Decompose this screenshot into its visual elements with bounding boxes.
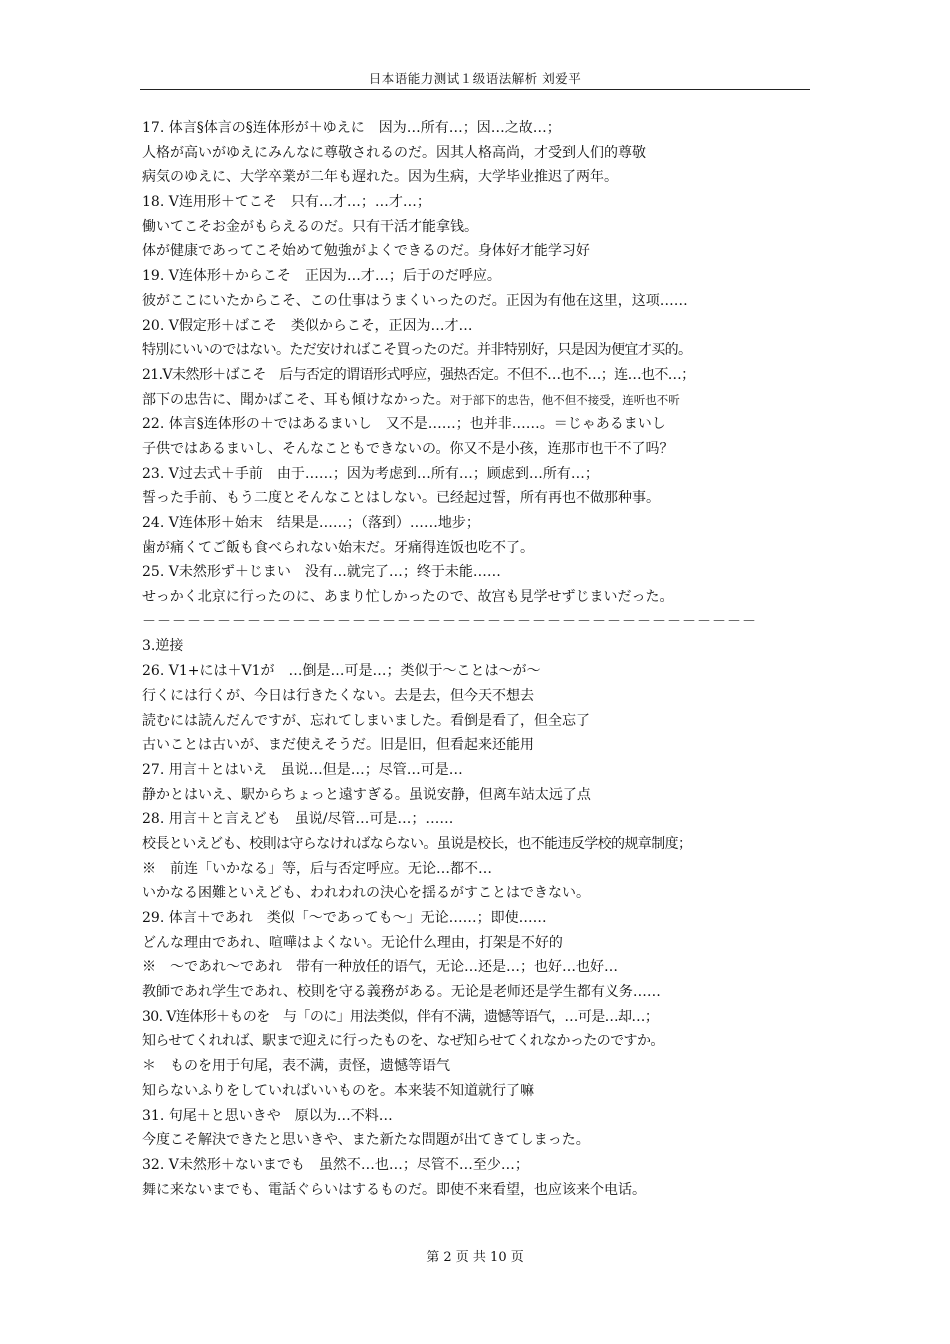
text-line-20-title: 20. V假定形＋ばこそ 类似からこそ，正因为…才… [142,317,473,334]
page-number: 第 2 页 共 10 页 [426,1250,524,1265]
text-line: 誓った手前、もう二度とそんなことはしない。已经起过誓，所有再也不做那种事。 [142,490,660,507]
text-line-29-title: 29. 体言＋であれ 类似「～であっても～」无论……；即使…… [142,910,547,926]
text-line-19-title: 19. V连体形＋からこそ 正因为…才…；后于のだ呼应。 [142,268,501,285]
separator-line: －－－－－－－－－－－－－－－－－－－－－－－－－－－－－－－－－－－－－－－－－ [142,613,757,630]
text-line-32-title: 32. V未然形＋ないまでも 虽然不…也…；尽管不…至少…； [142,1156,529,1173]
mixed-line-small: 对于部下的忠告，他不但不接受，连听也不听 [449,392,680,407]
text-line: 人格が高いがゆえにみんなに尊敬されるのだ。因其人格高尚，才受到人们的尊敬 [142,144,646,161]
text-line: 体が健康であってこそ始めて勉強がよくできるのだ。身体好才能学习好 [142,243,590,260]
text-line: 特別にいいのではない。ただ安ければこそ買ったのだ。并非特别好，只是因为便宜才买的。 [142,342,692,359]
text-line: 働いてこそお金がもらえるのだ。只有干活才能拿钱。 [142,218,478,235]
text-line-22-title: 22. 体言§连体形の＋ではあるまいし 又不是……；也并非……。＝じゃあるまいし [142,416,666,433]
text-line: 校長といえども、校則は守らなければならない。虽说是校长，也不能违反学校的规章制度； [142,835,692,852]
text-line: 行くには行くが、今日は行きたくない。去是去，但今天不想去 [142,687,534,704]
text-line: 子供ではあるまいし、そんなこともできないの。你又不是小孩，连那市也干不了吗？ [142,440,674,457]
text-line-note: ＊ ものを用于句尾，表不满，责怪，遗憾等语气 [142,1058,450,1075]
text-line: せっかく北京に行ったのに、あまり忙しかったので、故宫も見学せずじまいだった。 [142,589,674,606]
text-line: 古いことは古いが、まだ使えそうだ。旧是旧，但看起来还能用 [142,737,534,754]
section-heading: 3.逆接 [142,638,184,655]
text-line-26-title: 26. V1+には＋V1が …倒是…可是…；类似于～ことは～が～ [142,663,541,680]
text-line-21-title: 21.V未然形＋ばこそ 后与否定的谓语形式呼应，强热否定。不但不…也不…；连…也不…； [142,366,695,383]
text-line: 今度こそ解決できたと思いきや、また新たな問題が出てきてしまった。 [142,1132,590,1149]
text-line-25-title: 25. V未然形ず＋じまい 没有…就完了…；终于未能…… [142,564,501,581]
page-header [140,70,810,90]
text-line: 病気のゆえに、大学卒業が二年も遅れた。因为生病，大学毕业推迟了两年。 [142,169,618,186]
text-line: 読むには読んだんですが、忘れてしまいました。看倒是看了，但全忘了 [142,712,590,729]
page-footer [0,1249,950,1267]
text-line: 静かとはいえ、駅からちょっと遠すぎる。虽说安静，但离车站太远了点 [142,786,591,803]
text-line: 知らせてくれれば、駅まで迎えに行ったものを、なぜ知らせてくれなかったのですか。 [142,1033,664,1050]
text-line-18-title: 18. V连用形＋てこそ 只有…才…；…才…； [142,194,431,211]
text-line: 教師であれ学生であれ、校則を守る義務がある。无论是老师还是学生都有义务…… [142,984,661,1001]
text-line-23-title: 23. V过去式＋手前 由于……；因为考虑到…所有…；顾虑到…所有…； [142,465,599,482]
text-line: 知らないふりをしていればいいものを。本来装不知道就行了嘛 [142,1082,534,1099]
text-line-28-title: 28. 用言＋と言えども 虽说/尽管…可是…；…… [142,811,454,828]
text-line: どんな理由であれ、喧嘩はよくない。无论什么理由，打架是不好的 [142,934,563,951]
text-line: いかなる困難といえども、われわれの決心を揺るがすことはできない。 [142,885,590,902]
text-line-mixed [142,388,814,413]
text-line-31-title: 31. 句尾＋と思いきや 原以为…不料… [142,1107,393,1124]
text-line: 彼がここにいたからこそ、この仕事はうまくいったのだ。正因为有他在这里，这项…… [142,292,688,309]
header-title: 日本语能力测试１级语法解析 刘爱平 [368,71,582,86]
text-line-note: ※ ～であれ～であれ 带有一种放任的语气，无论…还是…；也好…也好… [142,959,618,976]
text-line-27-title: 27. 用言＋とはいえ 虽说…但是…；尽管…可是… [142,761,463,778]
document-body [142,116,814,1202]
text-line: 歯が痛くてご飯も食べられない始末だ。牙痛得连饭也吃不了。 [142,539,534,556]
mixed-line-main: 部下の忠告に、聞かばこそ、耳も傾けなかった。 [142,391,450,408]
text-line: 舞に来ないまでも、電話ぐらいはするものだ。即使不来看望，也应该来个电话。 [142,1181,646,1198]
text-line-30-title: 30. V连体形＋ものを 与「のに」用法类似，伴有不满，遗憾等语气，…可是…却…； [142,1008,659,1025]
text-line-17-title: 17. 体言§体言の§连体形が＋ゆえに 因为…所有…；因…之故…； [142,120,561,136]
text-line-24-title: 24. V连体形＋始末 结果是……；（落到）……地步； [142,515,480,531]
text-line-note: ※ 前连「いかなる」等，后与否定呼应。无论…都不… [142,860,492,877]
